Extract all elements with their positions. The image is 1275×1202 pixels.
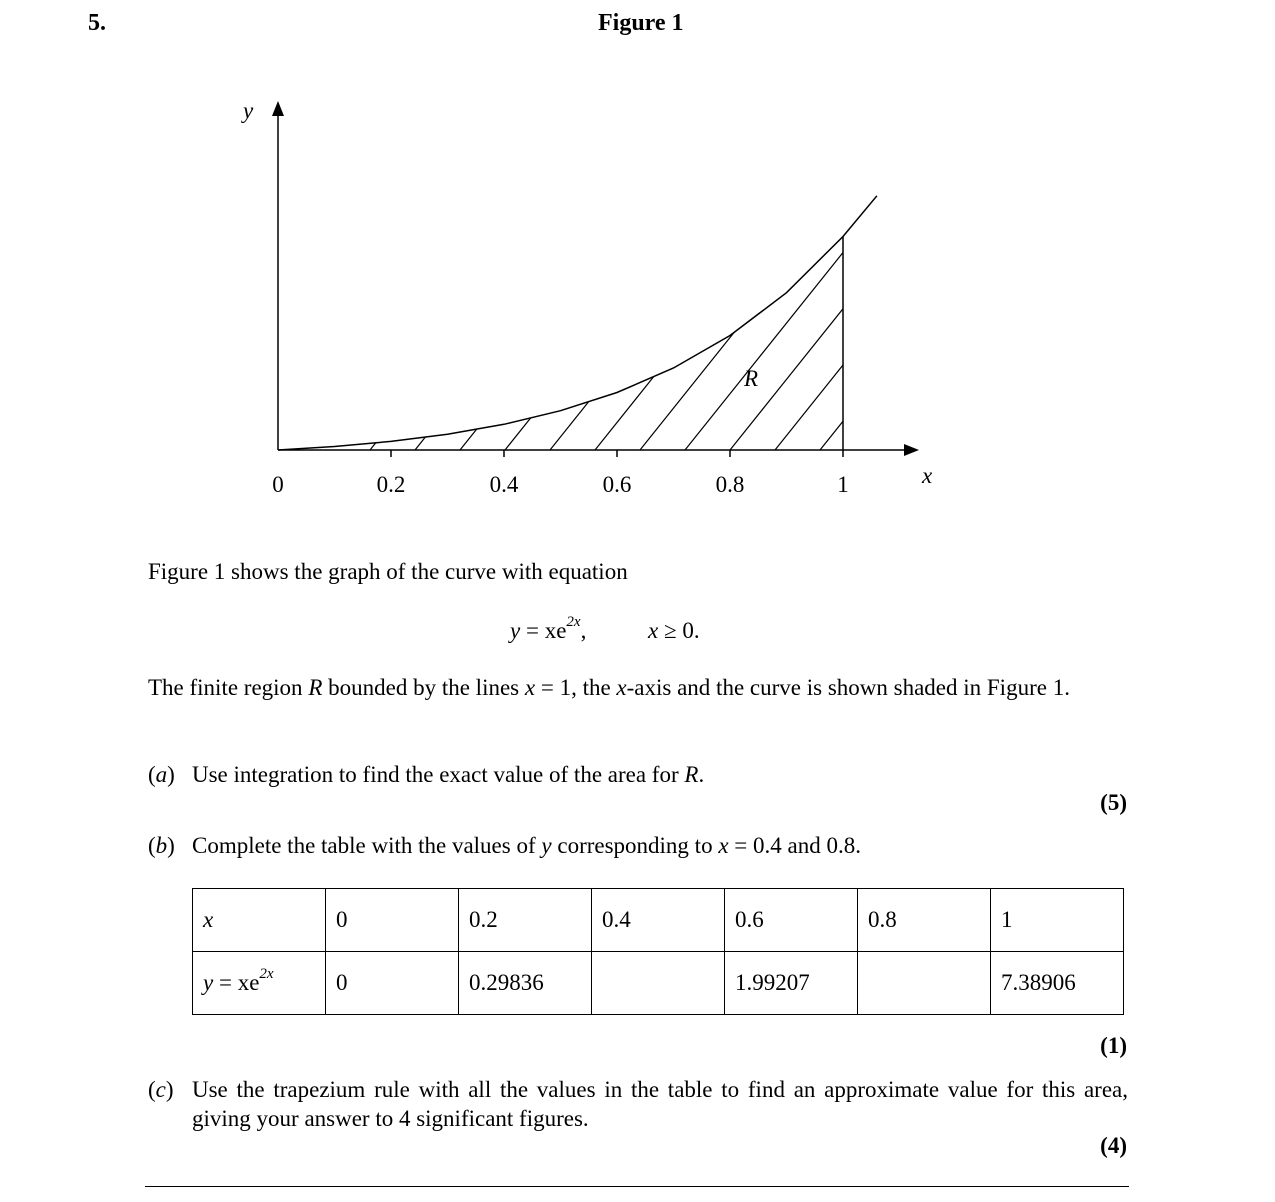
part-b-y: y bbox=[541, 833, 552, 858]
x-axis-label: x bbox=[922, 463, 933, 488]
hatch-line bbox=[1045, 75, 1275, 450]
x-tick-label: 0.8 bbox=[715, 472, 745, 497]
part-a-letter: a bbox=[155, 762, 168, 787]
table-cell: 0.6 bbox=[725, 889, 858, 952]
part-c-marks: (4) bbox=[1100, 1133, 1127, 1158]
intro-text: Figure 1 shows the graph of the curve with equation bbox=[148, 559, 628, 584]
part-a-open: ( bbox=[148, 762, 156, 787]
table-header-y-eq: = x bbox=[213, 970, 250, 995]
hatch-line bbox=[685, 75, 985, 450]
part-c-label bbox=[148, 1075, 174, 1104]
hatch-line bbox=[1180, 75, 1275, 450]
region-description bbox=[148, 673, 1128, 702]
hatch-line bbox=[1090, 75, 1275, 450]
table-cell: 7.38906 bbox=[991, 952, 1124, 1015]
table-cell: 0.8 bbox=[858, 889, 991, 952]
table-cell: 0 bbox=[326, 952, 459, 1015]
hatch-line bbox=[640, 75, 940, 450]
equation-comma: , bbox=[580, 618, 587, 643]
part-a-close: ) bbox=[167, 762, 175, 787]
hatch-line bbox=[415, 75, 715, 450]
curve-equation bbox=[510, 616, 586, 645]
part-b-text1: Complete the table with the values of bbox=[192, 833, 542, 858]
part-b-x: x bbox=[718, 833, 729, 858]
hatch-line bbox=[955, 75, 1255, 450]
part-a-text: Use integration to find the exact value of the area for bbox=[192, 762, 685, 787]
table-cell-blank-x08[interactable] bbox=[858, 952, 991, 1015]
figure-title: Figure 1 bbox=[598, 10, 684, 36]
part-b-text3: = 0.4 and 0.8. bbox=[728, 833, 861, 858]
table-header-x-text: x bbox=[203, 907, 214, 932]
hatch-line bbox=[550, 75, 850, 450]
table-cell: 0.4 bbox=[592, 889, 725, 952]
table-header-y-exp: 2x bbox=[259, 966, 274, 983]
hatch-line bbox=[1000, 75, 1275, 450]
equation-exponent: 2x bbox=[566, 614, 581, 631]
y-axis-label: y bbox=[243, 98, 254, 123]
hatch-line bbox=[1135, 75, 1275, 450]
part-b-label bbox=[148, 831, 175, 860]
hatch-line bbox=[460, 75, 760, 450]
region-text-x2: x bbox=[616, 675, 627, 700]
question-number: 5. bbox=[88, 10, 106, 36]
part-c-open: ( bbox=[148, 1077, 156, 1102]
table-cell: 0.29836 bbox=[459, 952, 592, 1015]
x-tick-label: 0.4 bbox=[489, 472, 519, 497]
part-b-open: ( bbox=[148, 833, 156, 858]
part-b bbox=[148, 831, 1128, 861]
region-R-label: R bbox=[744, 366, 759, 391]
part-a-label bbox=[148, 760, 175, 789]
hatch-line bbox=[730, 75, 1030, 450]
part-c-close: ) bbox=[165, 1077, 174, 1102]
part-a-end: . bbox=[698, 762, 705, 787]
region-text-x1: x bbox=[524, 675, 536, 700]
bottom-rule bbox=[145, 1186, 1129, 1187]
condition-rest: ≥ 0. bbox=[658, 618, 700, 643]
table-cell-blank-x04[interactable] bbox=[592, 952, 725, 1015]
part-c bbox=[148, 1075, 1128, 1135]
part-b-marks: (1) bbox=[1100, 1033, 1127, 1058]
hatch-line bbox=[595, 75, 895, 450]
table-header-x bbox=[193, 889, 326, 952]
region-text-R: R bbox=[308, 675, 323, 700]
domain-condition bbox=[648, 616, 700, 645]
table-header-y-var: y bbox=[203, 970, 214, 995]
table-cell: 0 bbox=[326, 889, 459, 952]
condition-x: x bbox=[648, 618, 659, 643]
region-text-1: The finite region bbox=[148, 675, 309, 700]
table-row-y bbox=[193, 952, 1124, 1015]
table-header-y-e: e bbox=[249, 970, 260, 995]
hatch-line bbox=[820, 75, 1120, 450]
equation-y: y bbox=[510, 618, 521, 643]
x-tick-label: 0 bbox=[272, 472, 284, 497]
equation-eq: = x bbox=[520, 618, 557, 643]
table-cell: 0.2 bbox=[459, 889, 592, 952]
part-b-text2: corresponding to bbox=[551, 833, 719, 858]
part-b-close: ) bbox=[167, 833, 175, 858]
part-c-letter: c bbox=[155, 1077, 166, 1102]
part-a bbox=[148, 760, 1128, 790]
table-cell: 1.99207 bbox=[725, 952, 858, 1015]
table-row-x bbox=[193, 889, 1124, 952]
y-axis-arrow bbox=[272, 101, 284, 116]
hatch-line bbox=[505, 75, 805, 450]
figure-1-graph bbox=[0, 0, 1275, 540]
hatch-line bbox=[910, 75, 1210, 450]
part-b-question bbox=[192, 831, 861, 860]
part-a-marks: (5) bbox=[1100, 790, 1127, 815]
x-tick-label: 1 bbox=[837, 472, 849, 497]
hatch-line bbox=[865, 75, 1165, 450]
hatch-line bbox=[370, 75, 670, 450]
part-a-R: R bbox=[684, 762, 699, 787]
x-tick-label: 0.6 bbox=[602, 472, 632, 497]
part-a-question bbox=[192, 760, 704, 789]
region-text-4: -axis and the curve is shown shaded in Figure 1. bbox=[626, 675, 1070, 700]
table-cell: 1 bbox=[991, 889, 1124, 952]
table-header-y bbox=[193, 952, 326, 1015]
x-axis-arrow bbox=[904, 444, 919, 456]
equation-e: e bbox=[556, 618, 567, 643]
x-tick-label: 0.2 bbox=[376, 472, 406, 497]
part-c-text: Use the trapezium rule with all the values in the table to find an approximate value for this area, giving your answer to 4 significant figures. bbox=[192, 1077, 1128, 1131]
part-b-letter: b bbox=[155, 833, 168, 858]
region-text-2: bounded by the lines bbox=[322, 675, 525, 700]
region-text-3: = 1, the bbox=[535, 675, 617, 700]
shaded-region-hatching bbox=[370, 75, 1275, 450]
hatch-line bbox=[775, 75, 1075, 450]
values-table bbox=[192, 888, 1124, 1015]
